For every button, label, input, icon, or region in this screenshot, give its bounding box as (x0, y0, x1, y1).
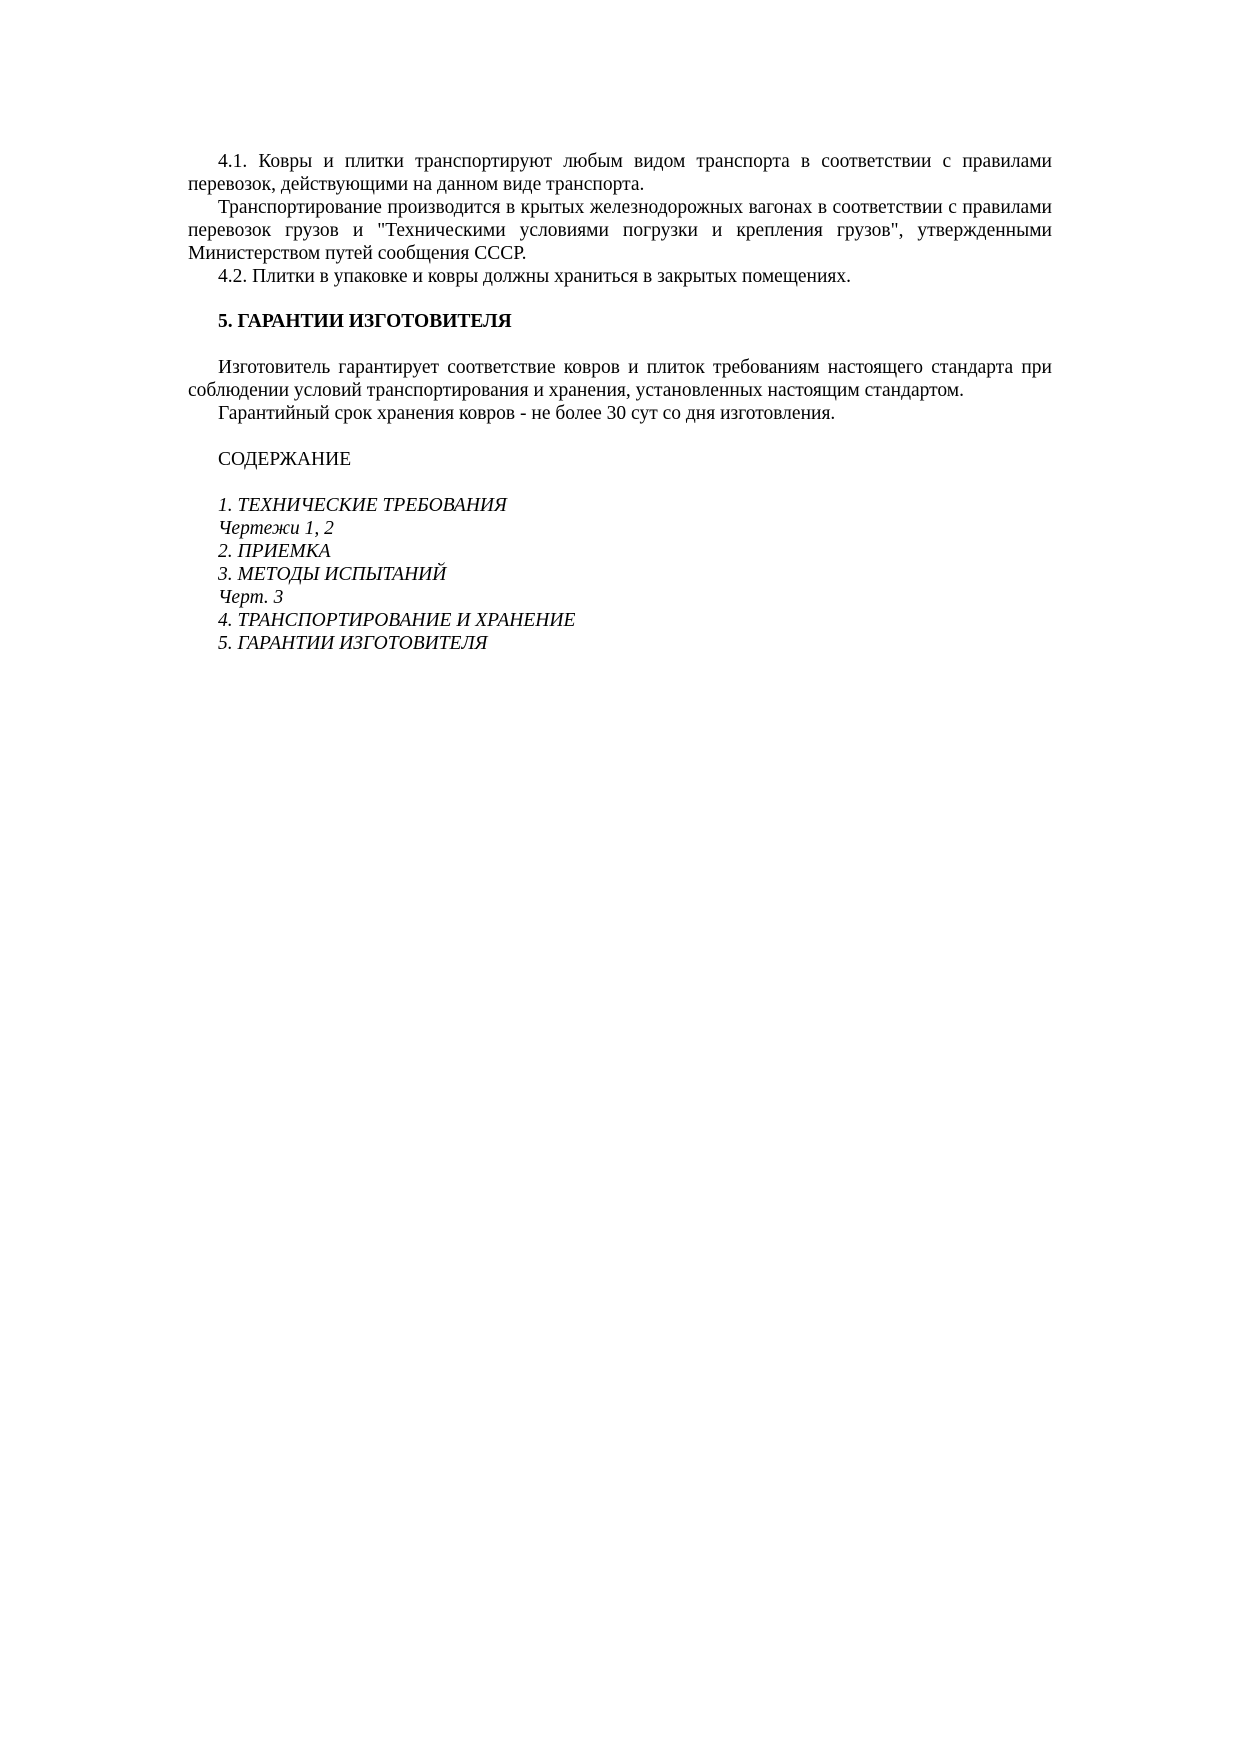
section-heading-guarantees: 5. ГАРАНТИИ ИЗГОТОВИТЕЛЯ (218, 311, 512, 332)
toc-item: 3. МЕТОДЫ ИСПЫТАНИЙ (218, 564, 447, 585)
contents-title: СОДЕРЖАНИЕ (218, 449, 352, 470)
paragraph-guarantee: Изготовитель гарантирует соответствие ковров и плиток требованиям настоящего стандарта при соблюдении условий транспортирования и хранения, установленных настоящим стандартом. (188, 357, 1052, 401)
toc-item: Черт. 3 (218, 587, 284, 608)
document-page (188, 150, 1052, 655)
paragraph-warranty-period: Гарантийный срок хранения ковров - не более 30 сут со дня изготовления. (218, 403, 836, 424)
toc-item: Чертежи 1, 2 (218, 518, 334, 539)
toc-item: 2. ПРИЕМКА (218, 541, 331, 562)
paragraph-4-1: 4.1. Ковры и плитки транспортируют любым видом транспорта в соответствии с правилами перевозок, действующими на данном виде транспорта. (188, 151, 1052, 195)
table-of-contents (188, 494, 1052, 655)
toc-item: 1. ТЕХНИЧЕСКИЕ ТРЕБОВАНИЯ (218, 495, 507, 516)
toc-item: 4. ТРАНСПОРТИРОВАНИЕ И ХРАНЕНИЕ (218, 610, 576, 631)
paragraph-transportation: Транспортирование производится в крытых железнодорожных вагонах в соответствии с правилами перевозок грузов и "Техническими условиями погрузки и крепления грузов", утвержденными Министерством путей сообщения СССР. (188, 197, 1052, 264)
paragraph-4-2: 4.2. Плитки в упаковке и ковры должны храниться в закрытых помещениях. (218, 266, 851, 287)
toc-item: 5. ГАРАНТИИ ИЗГОТОВИТЕЛЯ (218, 633, 488, 654)
